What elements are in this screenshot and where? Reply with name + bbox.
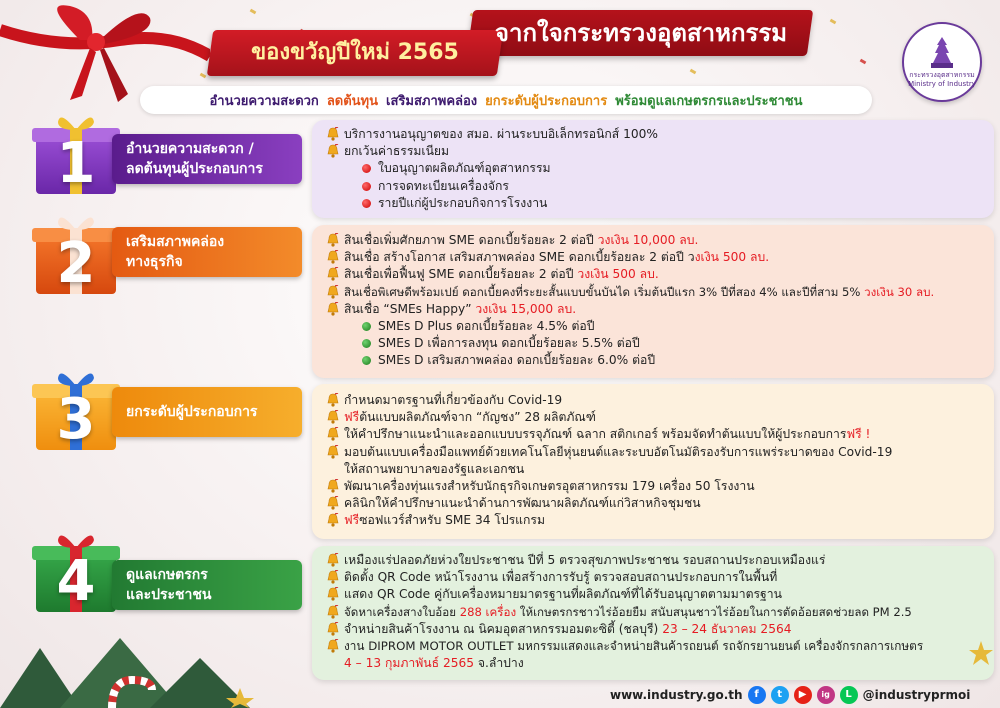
ministry-logo (902, 22, 982, 102)
bell-icon (326, 570, 340, 584)
green-dot-icon (362, 322, 371, 331)
bell-icon (326, 267, 340, 281)
section-3-number: 3 (56, 387, 96, 452)
red-dot-icon (362, 164, 371, 173)
list-item: จัดหาเครื่องสางใบอ้อย 288 เครื่อง ให้เกษตรกรชาวไร่อ้อยยืม สนับสนุนชาวไร่อ้อยในการตัดอ้อยสดช่วยลด PM 2.5 (326, 604, 923, 621)
youtube-icon[interactable]: ▶ (794, 686, 812, 704)
list-item: มอบต้นแบบเครื่องมือแพทย์ด้วยเทคโนโลยีหุ่นยนต์และระบบอัตโนมัติรองรับการแพร่ระบาดของ Covid-19 (326, 444, 892, 461)
facebook-icon[interactable]: f (748, 686, 766, 704)
bell-icon (326, 479, 340, 493)
sub-list-item: SMEs D เสริมสภาพคล่อง ดอกเบี้ยร้อยละ 6.0% ต่อปี (326, 352, 934, 369)
sub-list-item: SMEs D เพื่อการลงทุน ดอกเบี้ยร้อยละ 5.5% ต่อปี (326, 335, 934, 352)
subtitle-part-5: พร้อมดูแลเกษตรกรและประชาชน (615, 93, 803, 109)
star-icon (968, 640, 994, 666)
bell-icon (326, 605, 340, 619)
confetti (860, 59, 867, 65)
subtitle-part-1: อำนวยความสะดวก (209, 93, 319, 109)
subtitle-part-4: ยกระดับผู้ประกอบการ (485, 93, 608, 109)
list-item: พัฒนาเครื่องทุ่นแรงสำหรับนักธุรกิจเกษตรอุตสาหกรรม 179 เครื่อง 50 โรงงาน (326, 478, 892, 495)
christmas-tree-decoration (0, 618, 300, 708)
list-item: สินเชื่อพิเศษดีพร้อมเปย์ ดอกเบี้ยคงที่ระยะสั้นแบบขั้นบันได เริ่มต้นปีแรก 3% ปีที่สอง 4% และปีที่สาม 5% วงเงิน 30 ลบ. (326, 284, 934, 301)
list-item: ยกเว้นค่าธรรมเนียม (326, 143, 658, 160)
green-dot-icon (362, 356, 371, 365)
section-4-list (326, 552, 923, 672)
bell-icon (326, 445, 340, 459)
list-item-continuation: 4 – 13 กุมภาพันธ์ 2565 จ.ลำปาง (344, 656, 524, 671)
list-item: บริการงานอนุญาตของ สมอ. ผ่านระบบอิเล็กทรอนิกส์ 100% (326, 126, 658, 143)
logo-text-english: Ministry of Industry (908, 80, 976, 88)
section-4-label-line-1: ดูแลเกษตรกร (126, 567, 208, 583)
section-2-list (326, 232, 934, 370)
section-1-label-line-1: อำนวยความสะดวก / (126, 141, 254, 157)
section-1-label-line-2: ลดต้นทุนผู้ประกอบการ (126, 161, 263, 177)
green-dot-icon (362, 339, 371, 348)
list-item: คลินิกให้คำปรึกษาแนะนำด้านการพัฒนาผลิตภัณฑ์แก่วิสาหกิจชุมชน (326, 495, 892, 512)
sub-list-item: ใบอนุญาตผลิตภัณฑ์อุตสาหกรรม (326, 160, 658, 177)
list-item: สินเชื่อ “SMEs Happy” วงเงิน 15,000 ลบ. (326, 301, 934, 318)
section-3-list (326, 392, 892, 530)
list-item: งาน DIPROM MOTOR OUTLET มหกรรมแสดงและจำหน่ายสินค้ารถยนต์ รถจักรยานยนต์ เครื่องจักรกลการเกษตร (326, 638, 923, 655)
section-3-label-line-1: ยกระดับผู้ประกอบการ (126, 404, 258, 420)
bell-icon (326, 127, 340, 141)
section-2-label-line-1: เสริมสภาพคล่อง (126, 234, 225, 250)
bell-icon (326, 250, 340, 264)
sub-list-item: รายปีแก่ผู้ประกอบกิจการโรงงาน (326, 195, 658, 212)
bell-icon (326, 639, 340, 653)
subtitle-part-2: ลดต้นทุน (326, 93, 379, 109)
bell-icon (326, 393, 340, 407)
section-1-number: 1 (56, 131, 96, 196)
bell-icon (326, 427, 340, 441)
footer (610, 684, 970, 706)
list-item: จำหน่ายสินค้าโรงงาน ณ นิคมอุตสาหกรรมอมตะซิตี้ (ชลบุรี) 23 – 24 ธันวาคม 2564 (326, 621, 923, 638)
sub-list-item: การจดทะเบียนเครื่องจักร (326, 178, 658, 195)
line-icon[interactable]: L (840, 686, 858, 704)
bell-icon (326, 622, 340, 636)
header-ribbon (210, 8, 820, 80)
red-dot-icon (362, 182, 371, 191)
list-item: ฟรีซอฟแวร์สำหรับ SME 34 โปรแกรม (326, 512, 892, 529)
section-2-label-line-2: ทางธุรกิจ (126, 254, 183, 270)
social-handle: @industryprmoi (862, 688, 971, 702)
list-item: แสดง QR Code คู่กับเครื่องหมายมาตรฐานที่ผลิตภัณฑ์ที่ได้รับอนุญาตตามมาตรฐาน (326, 586, 923, 603)
subtitle-bar (140, 86, 872, 114)
bell-icon (326, 144, 340, 158)
bell-icon (326, 587, 340, 601)
bell-icon (326, 233, 340, 247)
bell-icon (326, 410, 340, 424)
website-link[interactable]: www.industry.go.th (610, 688, 743, 702)
ministry-emblem-icon (923, 35, 961, 71)
list-item: สินเชื่อเพื่อฟื้นฟู SME ดอกเบี้ยร้อยละ 2 ต่อปี วงเงิน 500 ลบ. (326, 266, 934, 283)
gift-box-1-icon (30, 106, 122, 198)
list-item: กำหนดมาตรฐานที่เกี่ยวข้องกับ Covid-19 (326, 392, 892, 409)
section-2-label (112, 227, 302, 277)
twitter-icon[interactable]: t (771, 686, 789, 704)
subtitle-part-3: เสริมสภาพคล่อง (386, 93, 478, 109)
list-item: เหมืองแร่ปลอดภัยห่วงใยประชาชน ปีที่ 5 ตรวจสุขภาพประชาชน รอบสถานประกอบเหมืองแร่ (326, 552, 923, 569)
header-title-right: จากใจกระทรวงอุตสาหกรรม (494, 19, 788, 47)
list-item: ติดตั้ง QR Code หน้าโรงงาน เพื่อสร้างการรับรู้ ตรวจสอบสถานประกอบการในพื้นที่ (326, 569, 923, 586)
sub-list-item: SMEs D Plus ดอกเบี้ยร้อยละ 4.5% ต่อปี (326, 318, 934, 335)
section-4-number: 4 (56, 549, 96, 614)
bell-icon (326, 285, 340, 299)
confetti (830, 19, 837, 25)
header-title-left: ของขวัญปีใหม่ 2565 (251, 40, 459, 65)
list-item: สินเชื่อ สร้างโอกาส เสริมสภาพคล่อง SME ดอกเบี้ยร้อยละ 2 ต่อปี วงเงิน 500 ลบ. (326, 249, 934, 266)
section-1-label (112, 134, 302, 184)
gift-box-3-icon (30, 362, 122, 454)
gift-box-4-icon (30, 524, 122, 616)
bell-icon (326, 553, 340, 567)
bell-icon (326, 302, 340, 316)
logo-text-thai: กระทรวงอุตสาหกรรม (909, 71, 975, 79)
section-2-number: 2 (56, 231, 96, 296)
section-4-label (112, 560, 302, 610)
section-3-label (112, 387, 302, 437)
bell-icon (326, 513, 340, 527)
section-1-list (326, 126, 658, 212)
section-4-label-line-2: และประชาชน (126, 587, 212, 603)
list-item: ฟรีต้นแบบผลิตภัณฑ์จาก “กัญชง” 28 ผลิตภัณฑ์ (326, 409, 892, 426)
gift-box-2-icon (30, 206, 122, 298)
instagram-icon[interactable]: ig (817, 686, 835, 704)
list-item-continuation: ให้สถานพยาบาลของรัฐและเอกชน (344, 461, 525, 476)
red-dot-icon (362, 199, 371, 208)
bell-icon (326, 496, 340, 510)
list-item: ให้คำปรึกษาแนะนำและออกแบบบรรจุภัณฑ์ ฉลาก สติกเกอร์ พร้อมจัดทำต้นแบบให้ผู้ประกอบการฟรี ! (326, 426, 892, 443)
list-item: สินเชื่อเพิ่มศักยภาพ SME ดอกเบี้ยร้อยละ 2 ต่อปี วงเงิน 10,000 ลบ. (326, 232, 934, 249)
